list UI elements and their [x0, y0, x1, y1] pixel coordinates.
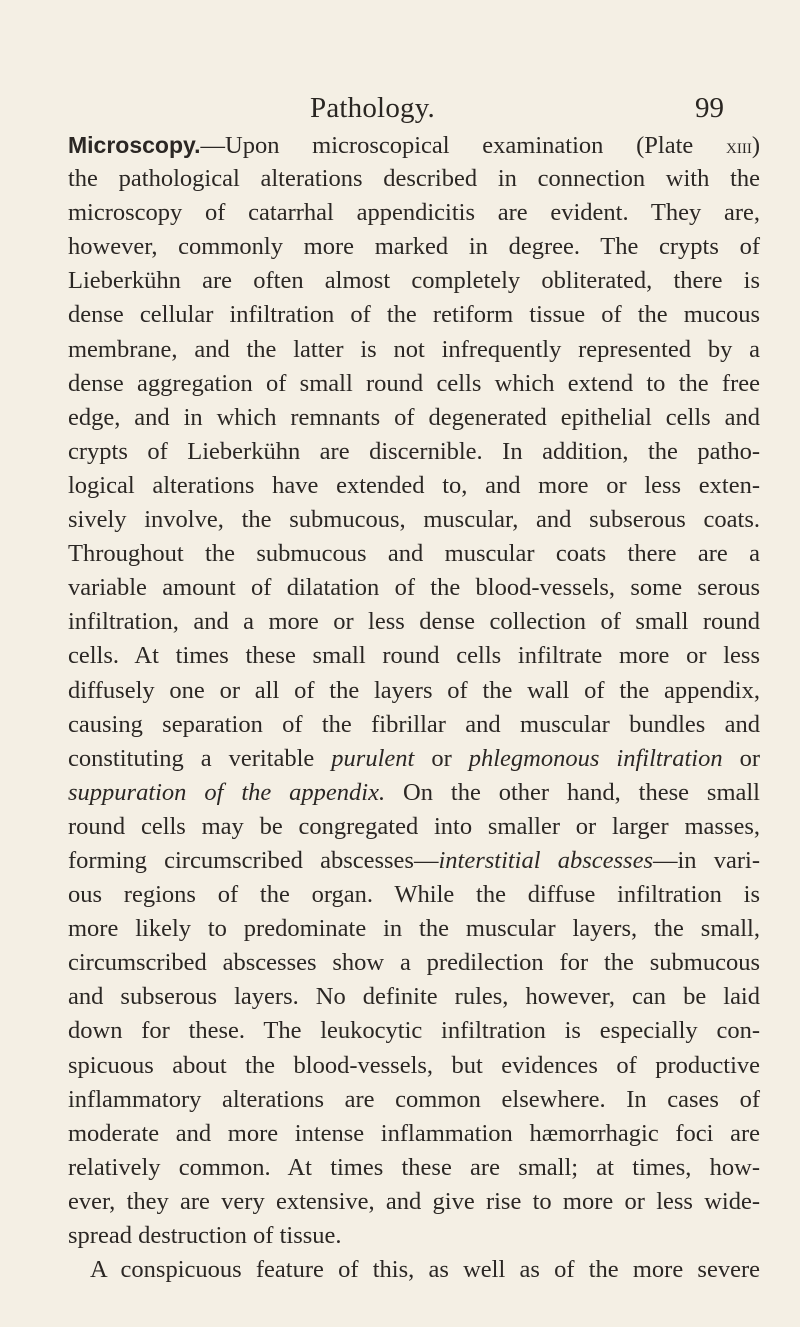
text-line: Throughout the submucous and muscular coats there are a: [68, 540, 760, 568]
text-fragment: On the other hand, these small: [385, 778, 760, 806]
italic-term: purulent: [331, 744, 415, 772]
text-line: [68, 844, 760, 878]
italic-term: suppuration of the appendix.: [68, 778, 386, 806]
text-line: [68, 776, 760, 810]
text-line: round cells may be congregated into smaller or larger masses,: [68, 812, 760, 840]
text-fragment: or: [414, 744, 469, 772]
text-line: however, commonly more marked in degree. The crypts of: [68, 233, 760, 261]
text-line: circumscribed abscesses show a predilection for the submucous: [68, 949, 760, 977]
text-line: dense cellular infiltration of the retiform tissue of the mucous: [68, 301, 760, 329]
text-line: ever, they are very extensive, and give rise to more or less wide-: [68, 1187, 760, 1215]
text-line: cells. At times these small round cells infiltrate more or less: [68, 642, 760, 670]
text-line: Lieberkühn are often almost completely obliterated, there is: [68, 267, 760, 295]
text-fragment: constituting a veritable: [68, 744, 332, 772]
running-head: [0, 88, 800, 128]
text-line: infiltration, and a more or less dense collection of small round: [68, 608, 760, 636]
text-line: spread destruction of tissue.: [68, 1222, 342, 1249]
text-line: variable amount of dilatation of the blood-vessels, some serous: [68, 574, 760, 602]
text-line: the pathological alterations described in connection with the: [68, 165, 760, 193]
text-line: A conspicuous feature of this, as well as of the more severe: [90, 1256, 760, 1284]
section-heading: Microscopy.: [68, 132, 201, 158]
text-line: logical alterations have extended to, and more or less exten-: [68, 471, 760, 499]
text-line: more likely to predominate in the muscular layers, the small,: [68, 915, 760, 943]
text-line: spicuous about the blood-vessels, but evidences of productive: [68, 1051, 760, 1079]
italic-term: interstitial abscesses: [438, 846, 653, 874]
text-fragment: ): [751, 132, 760, 159]
text-fragment: —in vari-: [653, 846, 760, 874]
text-line: causing separation of the fibrillar and muscular bundles and: [68, 710, 760, 738]
page-number: 99: [695, 92, 724, 124]
text-line: crypts of Lieberkühn are discernible. In addition, the patho-: [68, 437, 760, 465]
text-fragment: forming circumscribed abscesses—: [68, 846, 439, 874]
text-line: [68, 128, 760, 162]
text-line: and subserous layers. No definite rules, however, can be laid: [68, 983, 760, 1011]
text-line: dense aggregation of small round cells which extend to the free: [68, 369, 760, 397]
text-fragment: —Upon microscopical examination (Plate: [200, 132, 726, 159]
body-text: [68, 128, 760, 1287]
plate-number: xiii: [726, 134, 752, 158]
text-line: sively involve, the submucous, muscular, and subserous coats.: [68, 506, 760, 534]
text-line: edge, and in which remnants of degenerated epithelial cells and: [68, 403, 760, 431]
text-line: microscopy of catarrhal appendicitis are evident. They are,: [68, 199, 760, 227]
text-line: membrane, and the latter is not infrequently represented by a: [68, 335, 760, 363]
text-line: ous regions of the organ. While the diffuse infiltration is: [68, 881, 760, 909]
text-fragment: or: [722, 744, 760, 772]
text-line: down for these. The leukocytic infiltration is especially con-: [68, 1017, 760, 1045]
text-line: moderate and more intense inflammation hæmorrhagic foci are: [68, 1119, 760, 1147]
text-line: relatively common. At times these are small; at times, how-: [68, 1153, 760, 1181]
text-line: diffusely one or all of the layers of the wall of the appendix,: [68, 676, 760, 704]
text-line: [68, 742, 760, 776]
italic-term: phlegmonous infiltration: [468, 744, 723, 772]
page-title: Pathology.: [310, 92, 435, 124]
text-line: inflammatory alterations are common elsewhere. In cases of: [68, 1085, 760, 1113]
